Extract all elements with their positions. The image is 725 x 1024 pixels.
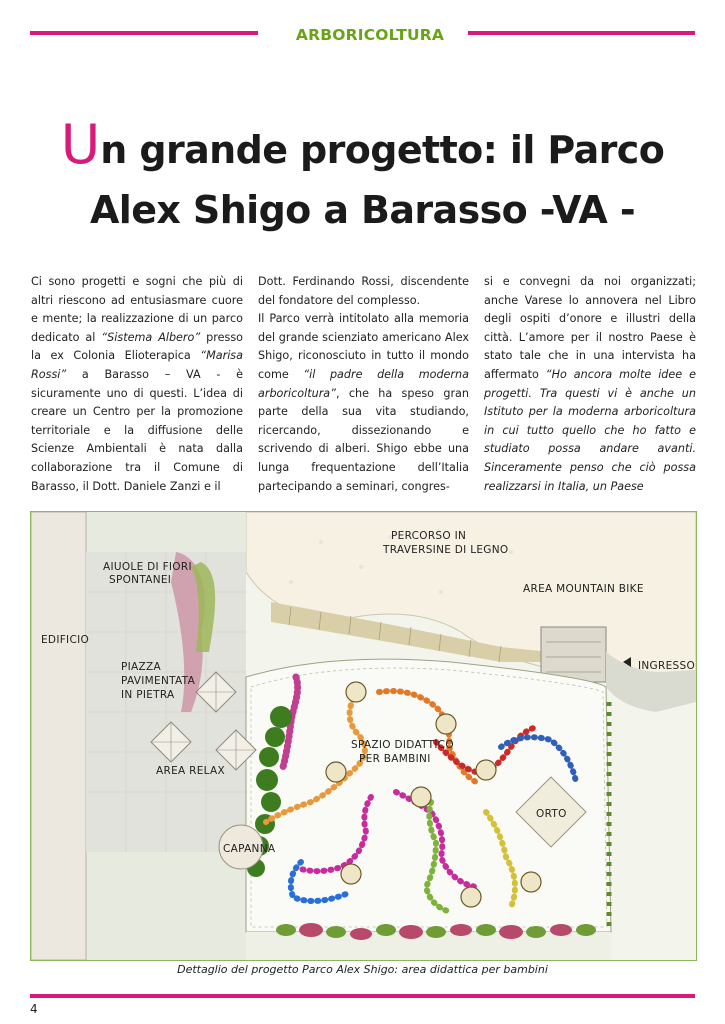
plan-label-orto: ORTO bbox=[536, 808, 567, 820]
text-run: Dott. Ferdinando Rossi, discendente del fondatore del complesso. bbox=[258, 275, 469, 307]
header-rule-left bbox=[30, 31, 258, 35]
text-run: , che ha speso gran parte della sua vita studiando, ricercando, dissezionando e scrivendo di alberi. Shigo ebbe una lunga frequentazione dell’Italia partecipando a seminari, congres- bbox=[258, 386, 469, 493]
plan-label-spontanei: SPONTANEI bbox=[109, 574, 172, 586]
plan-label-pavimentata: PAVIMENTATA bbox=[121, 675, 196, 687]
title-initial: U bbox=[60, 113, 101, 176]
plan-label-ingresso: INGRESSO bbox=[638, 660, 696, 672]
article-column-1 bbox=[31, 273, 243, 496]
plan-label-traversine: TRAVERSINE DI LEGNO bbox=[383, 544, 509, 556]
title-line2: Alex Shigo a Barasso -VA - bbox=[89, 188, 635, 232]
page-number: 4 bbox=[30, 1002, 38, 1016]
plan-label-percorso: PERCORSO IN bbox=[391, 530, 467, 542]
park-plan-drawing bbox=[30, 511, 697, 961]
plan-label-capanna: CAPANNA bbox=[223, 843, 276, 855]
article-column-2 bbox=[258, 273, 469, 496]
header-rule-right bbox=[468, 31, 695, 35]
plan-label-per-bambini: PER BAMBINI bbox=[359, 753, 431, 765]
plan-label-aiuole: AIUOLE DI FIORI bbox=[103, 561, 192, 573]
text-run: si e convegni da noi organizzati; anche Varese lo annovera nel Libro degli ospiti d’onore e illustri della città. L’amore per il nostro Paese è stato tale che in una intervista ha affermato bbox=[484, 275, 696, 381]
plan-label-area-relax: AREA RELAX bbox=[156, 765, 226, 777]
plan-label-in-pietra: IN PIETRA bbox=[121, 689, 175, 701]
section-label: ARBORICOLTURA bbox=[295, 26, 445, 44]
plan-label-edificio: EDIFICIO bbox=[41, 634, 90, 646]
article-column-3 bbox=[484, 273, 696, 496]
italic-run: “il padre della moderna arboricoltura” bbox=[258, 367, 469, 400]
plan-label-mountain-bike: AREA MOUNTAIN BIKE bbox=[523, 583, 644, 595]
title-line1: n grande progetto: il Parco bbox=[100, 128, 665, 172]
text-run: presso la ex Colonia Elioterapica bbox=[31, 330, 244, 363]
article-title bbox=[25, 113, 700, 240]
footer-rule bbox=[30, 994, 695, 998]
figure-caption: Dettaglio del progetto Parco Alex Shigo: area didattica per bambini bbox=[177, 963, 548, 976]
italic-run: “Sistema Albero” bbox=[101, 330, 201, 344]
italic-run: “Marisa Rossi” bbox=[31, 349, 243, 381]
text-run: Il Parco verrà intitolato alla memoria del grande scienziato americano Alex Shigo, riconosciuto in tutto il mondo come bbox=[258, 312, 469, 381]
text-run: Ci sono progetti e sogni che più di altri riescono ad entusiasmare cuore e mente; la realizzazione di un parco dedicato al bbox=[31, 275, 243, 344]
plan-label-piazza: PIAZZA bbox=[121, 661, 161, 673]
italic-run: “Ho ancora molte idee e progetti. Tra questi vi è anche un Istituto per la moderna arboricoltura in cui tutto quello che ho fatto e studiato possa andare avanti. Sinceramente penso che ciò possa realizzarsi in Italia, un Paese bbox=[484, 367, 696, 493]
text-run: a Barasso – VA - è sicuramente uno di questi. L’idea di creare un Centro per la promozione territoriale e la diffusione delle Scienze Ambientali è nata dalla collaborazione tra il Comune di Barasso, il Dott. Daniele Zanzi e il bbox=[31, 367, 243, 493]
plan-label-spazio-didattico: SPAZIO DIDATTICO bbox=[351, 739, 454, 751]
